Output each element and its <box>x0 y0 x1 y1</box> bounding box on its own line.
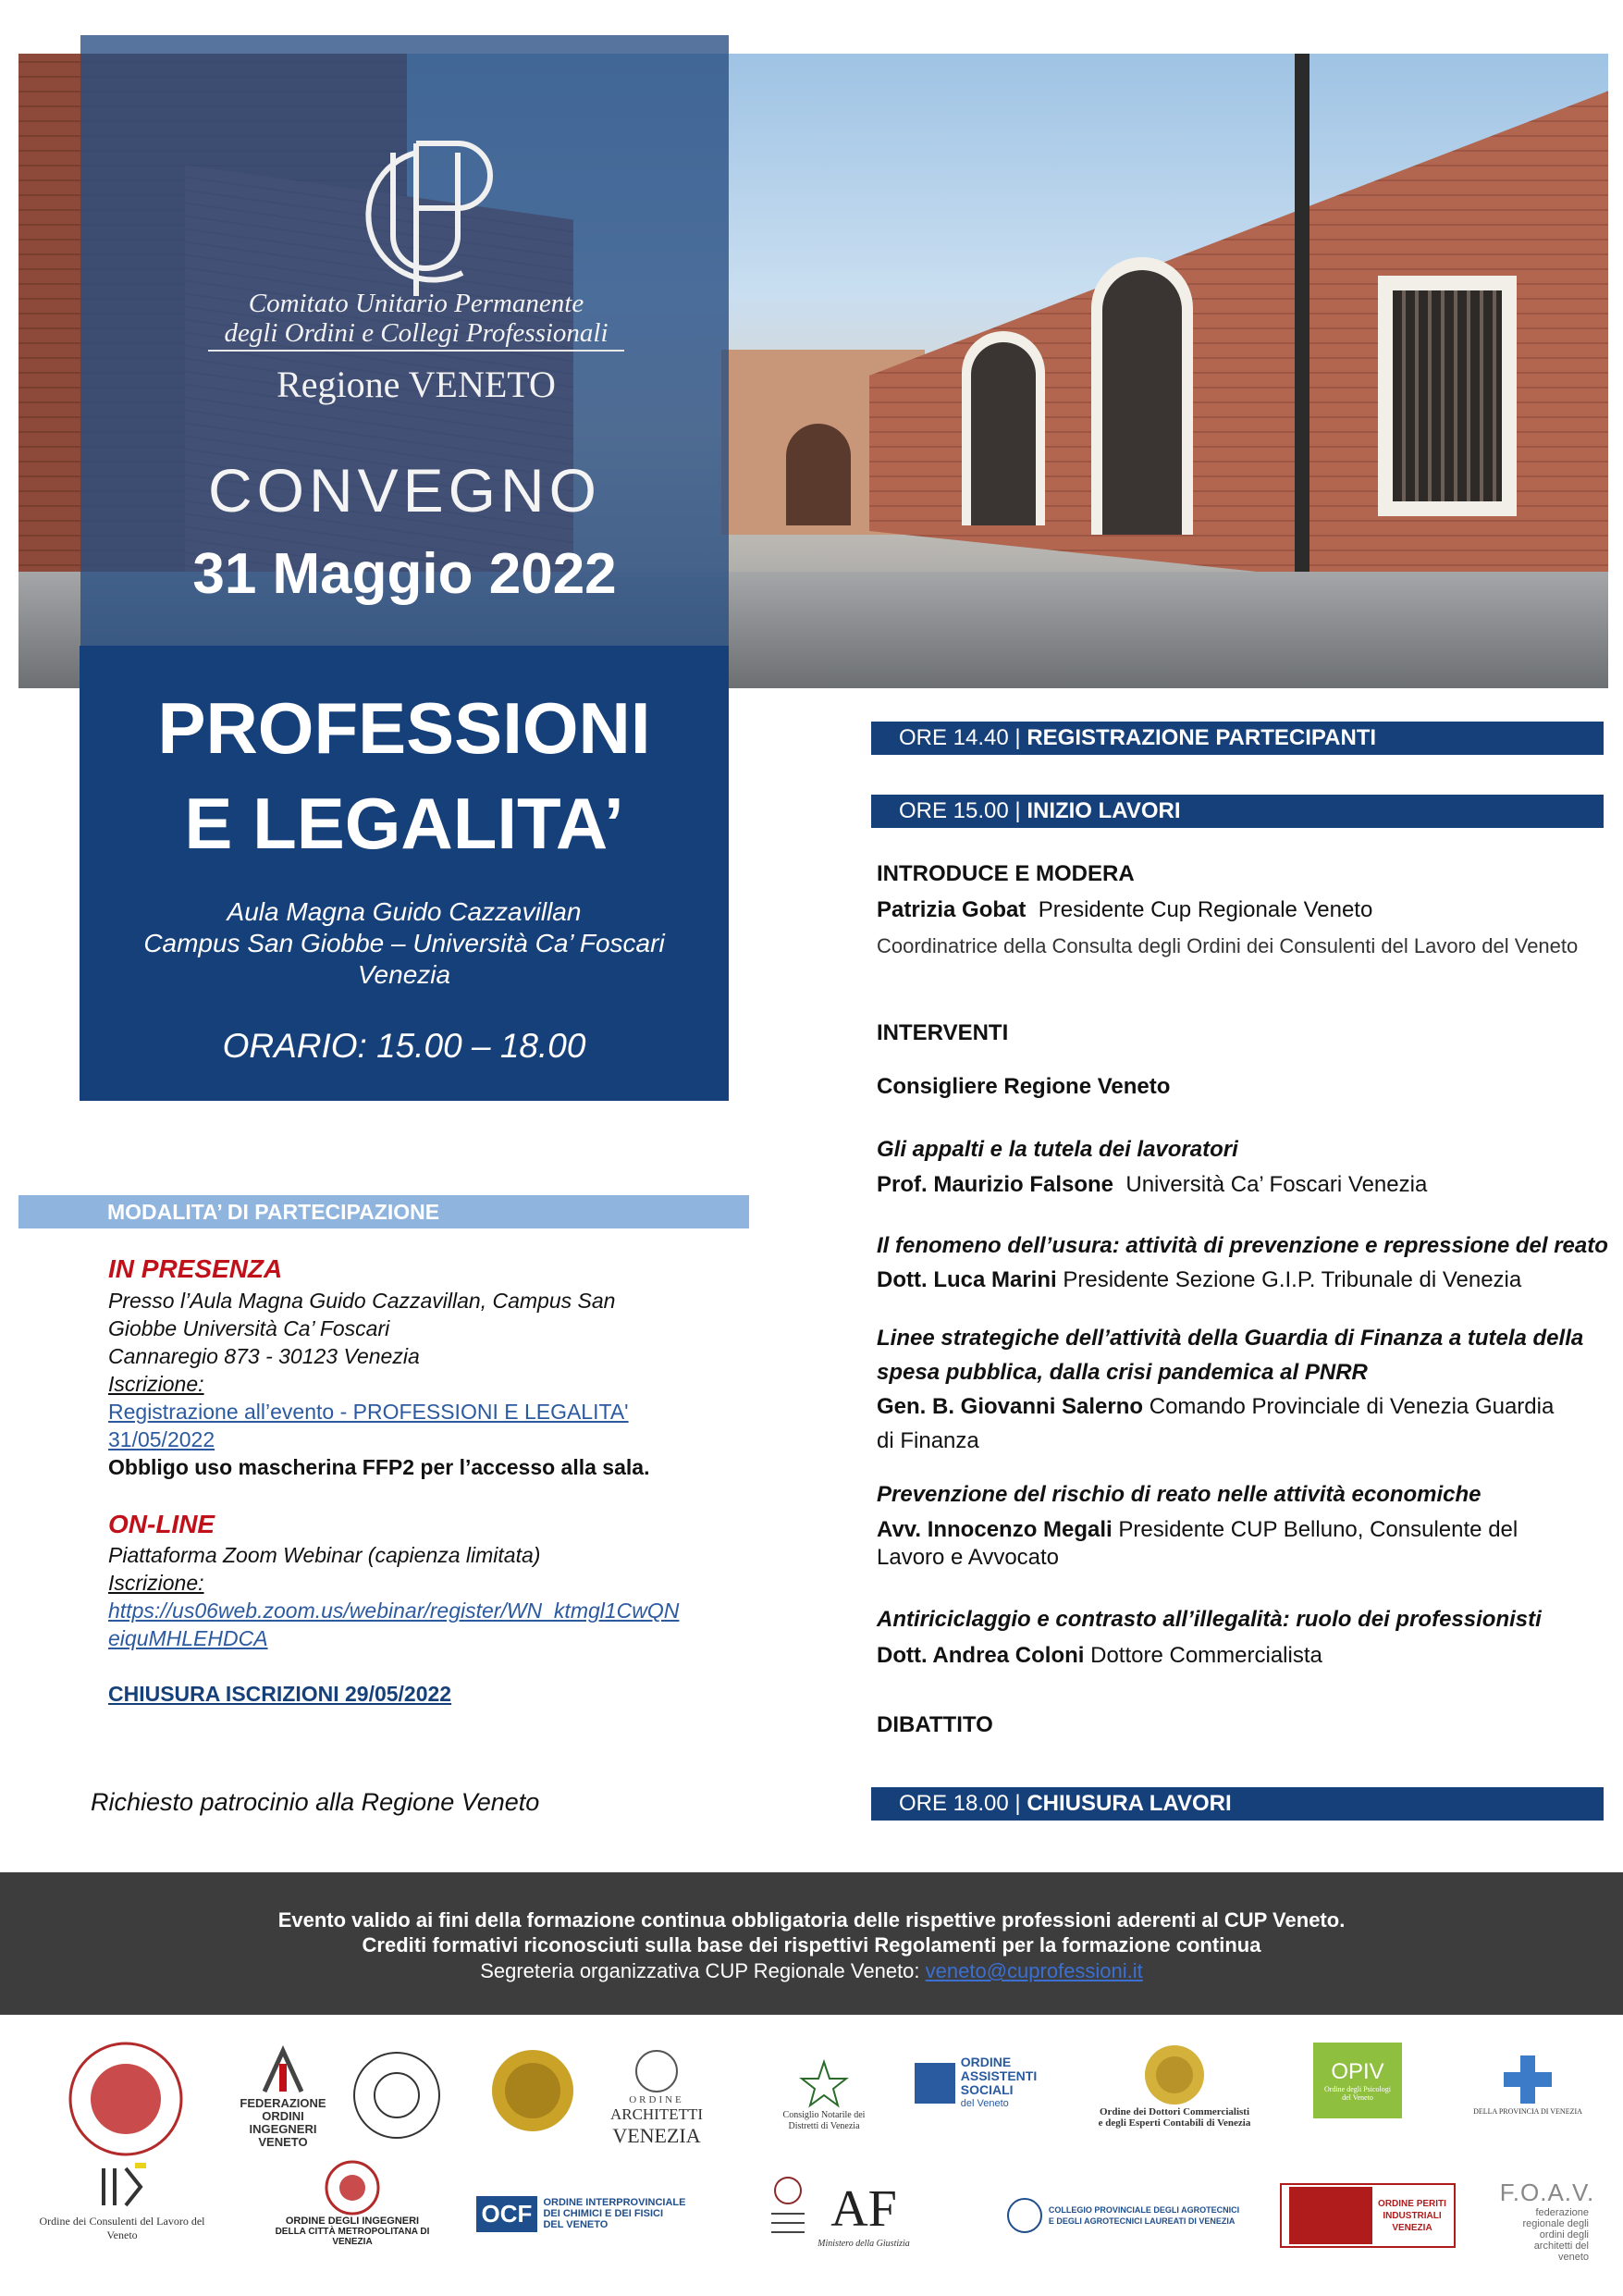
ingegneri-ve-seal-icon <box>325 2160 380 2216</box>
talk4-speaker-row <box>877 1517 1518 1543</box>
arch-2-opening <box>1102 270 1182 535</box>
consulenti-text: Ordine dei Consulenti del Lavoro del Veneto <box>39 2215 205 2241</box>
zoom-registration-link-end[interactable]: eiquMHLEHDCA <box>108 1626 268 1650</box>
moderator-role: Presidente Cup Regionale Veneto <box>1038 897 1373 922</box>
commercialisti-line2: e degli Esperti Contabili di Venezia <box>1098 2117 1251 2129</box>
online-line1: Piattaforma Zoom Webinar (capienza limitata) <box>108 1543 541 1567</box>
ocf-line2: DEI CHIMICI E DEI FISICI <box>543 2208 664 2219</box>
talk2-affiliation: Presidente Sezione G.I.P. Tribunale di Venezia <box>1063 1267 1522 1292</box>
event-date: 31 Maggio 2022 <box>192 542 617 606</box>
assistenti-line1: ORDINE <box>960 2055 1012 2069</box>
interventi-label: INTERVENTI <box>877 1020 1009 1045</box>
logo-commercialisti <box>1082 2035 1267 2137</box>
seal-icon <box>66 2039 186 2159</box>
consulenti-mark-icon <box>94 2159 150 2215</box>
periti-line1: ORDINE PERITI <box>1378 2198 1446 2209</box>
af-mark: AF <box>830 2179 897 2238</box>
logo-periti <box>1280 2183 1456 2248</box>
talk5-title: Antiriciclaggio e contrasto all’illegalità: ruolo dei professionisti <box>877 1607 1542 1632</box>
mask-notice: Obbligo uso mascherina FFP2 per l’accesso alla sala. <box>108 1455 650 1479</box>
architetti-line1: ORDINE <box>629 2094 684 2105</box>
venue-line2: Campus San Giobbe – Università Ca’ Foscari <box>143 929 665 957</box>
event-title-line1: PROFESSIONI <box>157 687 651 769</box>
registration-closing: CHIUSURA ISCRIZIONI 29/05/2022 <box>108 1682 452 1706</box>
presenza-line1: Presso l’Aula Magna Guido Cazzavillan, Campus San <box>108 1289 616 1313</box>
talk4-affiliation-line2: Lavoro e Avvocato <box>877 1545 1060 1570</box>
periti-line2: INDUSTRIALI <box>1383 2210 1442 2221</box>
logo-gold-seal <box>486 2044 579 2137</box>
talk5-speaker: Dott. Andrea Coloni <box>877 1643 1085 1668</box>
talk3-speaker-row <box>877 1394 1554 1420</box>
talk4-title: Prevenzione del rischio di reato nelle attività economiche <box>877 1482 1482 1507</box>
drain-pipe <box>1295 54 1309 609</box>
venue-line3: Venezia <box>357 960 451 989</box>
end-bar <box>871 1787 1604 1821</box>
gold-medal-icon <box>490 2048 575 2133</box>
arch-1-opening <box>971 342 1036 525</box>
online-title: ON-LINE <box>108 1510 215 1538</box>
window-right-grille <box>1393 290 1502 501</box>
logo-agronomi-giustizia <box>736 2161 940 2266</box>
logo-ingegneri-venezia <box>264 2150 440 2257</box>
event-title-line2: E LEGALITA’ <box>184 783 624 864</box>
cup-logo-line2: degli Ordini e Collegi Professionali <box>224 318 609 348</box>
foav-mark: F.O.A.V. <box>1499 2178 1595 2206</box>
venue-line1: Aula Magna Guido Cazzavillan <box>227 897 582 926</box>
moderator <box>877 897 1372 923</box>
talk3-affiliation-line2: di Finanza <box>877 1428 979 1453</box>
architetti-line3: VENEZIA <box>612 2124 701 2147</box>
logo-agrotecnici <box>1002 2192 1243 2239</box>
talk4-affiliation-line1: Presidente CUP Belluno, Consulente del <box>1118 1517 1518 1542</box>
talk1-title: Gli appalti e la tutela dei lavoratori <box>877 1137 1238 1162</box>
logo-opiv <box>1313 2043 1402 2118</box>
patrocinio-note: Richiesto patrocinio alla Regione Veneto <box>91 1788 540 1816</box>
footer-email-link[interactable]: veneto@cuprofessioni.it <box>925 1959 1143 1982</box>
talk1-speaker-row <box>877 1172 1427 1198</box>
assistenti-mark-icon <box>915 2063 955 2104</box>
logo-assistenti-sociali <box>906 2055 1045 2111</box>
footer-secretariat: Segreteria organizzativa CUP Regionale Veneto: <box>480 1959 926 1982</box>
lion-icon <box>633 2048 680 2094</box>
logo-divider <box>208 350 624 352</box>
start-label: INIZIO LAVORI <box>1027 798 1181 823</box>
participation-header: MODALITA’ DI PARTECIPAZIONE <box>18 1195 749 1228</box>
presenza-iscrizione-label: Iscrizione: <box>108 1372 204 1396</box>
moderator-role2: Coordinatrice della Consulta degli Ordini dei Consulenti del Lavoro del Veneto <box>877 934 1579 957</box>
ocf-line1: ORDINE INTERPROVINCIALE <box>543 2197 686 2208</box>
assistenti-line4: del Veneto <box>960 2098 1009 2109</box>
footer-line3 <box>0 1959 1623 1983</box>
cup-logo-line1: Comitato Unitario Permanente <box>248 289 584 318</box>
talk4-speaker: Avv. Innocenzo Megali <box>877 1517 1113 1542</box>
logo-medici <box>1472 2037 1583 2129</box>
agrotecnici-line1: COLLEGIO PROVINCIALE DEGLI AGROTECNICI <box>1048 2205 1240 2215</box>
periti-lion-icon <box>1289 2187 1372 2244</box>
talk1-affiliation: Università Ca’ Foscari Venezia <box>1125 1172 1428 1197</box>
ingegneri-ve-line2: DELLA CITTÀ METROPOLITANA DI VENEZIA <box>275 2227 430 2247</box>
registration-label: REGISTRAZIONE PARTECIPANTI <box>1027 725 1377 750</box>
medical-cross-icon <box>1500 2052 1555 2107</box>
commercialisti-line1: Ordine dei Dottori Commercialisti <box>1099 2106 1249 2117</box>
medici-text: DELLA PROVINCIA DI VENEZIA <box>1473 2106 1582 2116</box>
assistenti-line3: SOCIALI <box>960 2082 1014 2097</box>
talk2-speaker: Dott. Luca Marini <box>877 1267 1057 1292</box>
presenza-registration-link[interactable]: Registrazione all’evento - PROFESSIONI E LEGALITA' <box>108 1400 629 1424</box>
presenza-line3: Cannaregio 873 - 30123 Venezia <box>108 1344 420 1368</box>
republic-emblem-icon <box>798 2058 850 2110</box>
notarile-text: Consiglio Notarile dei Distretti di Venezia <box>782 2110 866 2131</box>
talk2-speaker-row <box>877 1267 1521 1293</box>
logo-foav <box>1496 2165 1598 2276</box>
footer-line2: Crediti formativi riconosciuti sulla base dei rispettivi Regolamenti per la formazione continua <box>362 1933 1261 1957</box>
cup-logo-icon <box>305 134 527 310</box>
event-hours: ORARIO: 15.00 – 18.00 <box>222 1027 586 1065</box>
presenza-registration-link-date[interactable]: 31/05/2022 <box>108 1427 215 1451</box>
registration-time: ORE 14.40 | <box>899 725 1027 750</box>
talk5-affiliation: Dottore Commercialista <box>1090 1643 1322 1668</box>
dibattito-label: DIBATTITO <box>877 1712 993 1737</box>
architetti-line2: ARCHITETTI <box>609 2105 704 2123</box>
ocf-line3: DEL VENETO <box>543 2219 609 2230</box>
commercialisti-seal-icon <box>1143 2043 1206 2106</box>
agrotecnici-seal-icon <box>1006 2197 1043 2234</box>
end-label: CHIUSURA LAVORI <box>1027 1791 1232 1816</box>
zoom-registration-link[interactable]: https://us06web.zoom.us/webinar/register/WN_ktmgl1CwQN <box>108 1599 680 1623</box>
emblem-icon <box>766 2172 810 2255</box>
logo-geometri <box>61 2039 191 2159</box>
ocf-mark: OCF <box>476 2196 538 2232</box>
consigliere-label: Consigliere Regione Veneto <box>877 1074 1171 1099</box>
ingegneri-mark-icon <box>255 2045 311 2097</box>
start-time: ORE 15.00 | <box>899 798 1027 823</box>
cup-logo-text <box>185 289 647 348</box>
talk2-title: Il fenomeno dell’usura: attività di prevenzione e repressione del reato <box>877 1233 1608 1258</box>
ingegneri-ve-line1: ORDINE DEGLI INGEGNERI <box>285 2216 420 2227</box>
talk3-title-line1: Linee strategiche dell’attività della Guardia di Finanza a tutela della <box>877 1326 1584 1351</box>
assistenti-line2: ASSISTENTI <box>960 2068 1038 2083</box>
moderator-name: Patrizia Gobat <box>877 897 1027 922</box>
periti-line3: VENEZIA <box>1392 2222 1432 2233</box>
logo-federazione-ingegneri <box>218 2043 348 2152</box>
logo-ocf <box>470 2191 692 2237</box>
geologi-seal-icon <box>350 2049 443 2142</box>
talk5-speaker-row <box>877 1643 1322 1669</box>
logo-geologi <box>346 2044 448 2146</box>
foav-sub: federazione regionale degli ordini degli architetti del veneto <box>1522 2206 1589 2263</box>
logo-architetti-venezia <box>592 2035 721 2161</box>
ingegneri-fed-text: FEDERAZIONE ORDINI INGEGNERI VENETO <box>240 2096 326 2149</box>
online-iscrizione-label: Iscrizione: <box>108 1571 204 1595</box>
end-time: ORE 18.00 | <box>899 1791 1027 1816</box>
convegno-label: CONVEGNO <box>207 456 602 525</box>
far-archway <box>786 424 851 525</box>
giustizia-text: Ministero della Giustizia <box>818 2238 910 2249</box>
opiv-text: OPIV <box>1331 2059 1384 2084</box>
opiv-sub: Ordine degli Psicologi del Veneto <box>1324 2085 1391 2102</box>
talk3-speaker: Gen. B. Giovanni Salerno <box>877 1394 1144 1419</box>
presenza-line2: Giobbe Università Ca’ Foscari <box>108 1316 390 1340</box>
introduce-label: INTRODUCE E MODERA <box>877 861 1135 886</box>
footer-line1: Evento valido ai fini della formazione continua obbligatoria delle rispettive professioni aderenti al CUP Veneto. <box>277 1908 1346 1932</box>
agrotecnici-line2: E DEGLI AGROTECNICI LAUREATI DI VENEZIA <box>1048 2216 1236 2226</box>
logo-consulenti <box>39 2150 205 2252</box>
logo-notarile <box>764 2044 884 2146</box>
presenza-title: IN PRESENZA <box>108 1254 283 1283</box>
registration-bar <box>871 722 1604 755</box>
talk3-title-line2: spesa pubblica, dalla crisi pandemica al PNRR <box>877 1360 1368 1385</box>
talk3-affiliation-line1: Comando Provinciale di Venezia Guardia <box>1149 1394 1555 1419</box>
cup-logo-region: Regione VENETO <box>277 364 556 405</box>
start-bar <box>871 795 1604 828</box>
talk1-speaker: Prof. Maurizio Falsone <box>877 1172 1114 1197</box>
